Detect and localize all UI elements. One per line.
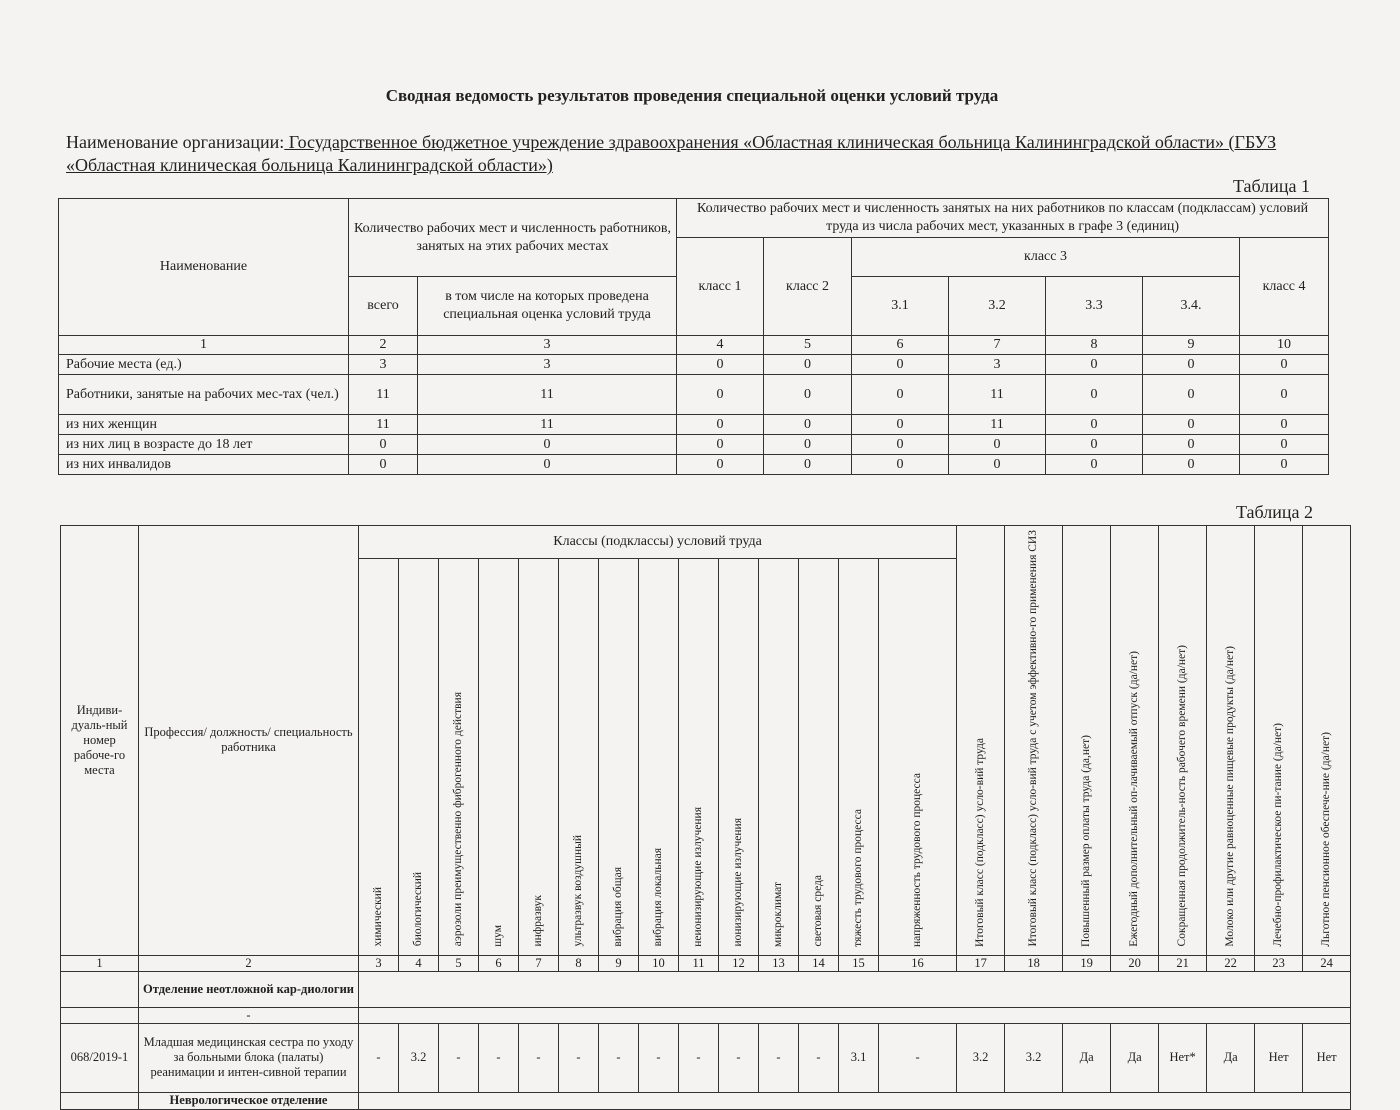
col-number: 14 <box>799 955 839 971</box>
cell-value: - <box>759 1023 799 1092</box>
col-number: 11 <box>679 955 719 971</box>
col-number: 1 <box>59 336 349 355</box>
cell-value: 0 <box>1046 375 1143 415</box>
row-label: из них лиц в возрасте до 18 лет <box>59 435 349 455</box>
t2-header-result <box>1159 526 1207 956</box>
cell-value: Да <box>1111 1023 1159 1092</box>
t1-header-class4: класс 4 <box>1240 238 1329 336</box>
factor-header <box>759 558 799 955</box>
t1-header-classes-group: Количество рабочих мест и численность занятых на них работников по классам (подклассам) условий труда из числа рабочих мест, указанных в графе 3 (единиц) <box>677 199 1329 238</box>
factor-header <box>719 558 759 955</box>
col-number: 4 <box>677 336 764 355</box>
t2-header-result-label: Ежегодный дополнительный оп-лачиваемый отпуск (да/нет) <box>1128 650 1141 947</box>
col-number: 5 <box>764 336 852 355</box>
t2-header-result-label: Повышенный размер оплаты труда (да,нет) <box>1080 734 1093 947</box>
cell-value: 11 <box>349 415 418 435</box>
col-number: 10 <box>1240 336 1329 355</box>
cell-value: 3 <box>949 355 1046 375</box>
factor-label: неионизирующие излучения <box>692 806 704 947</box>
col-number: 4 <box>399 955 439 971</box>
factor-label: ультразвук воздушный <box>572 835 584 947</box>
col-number: 16 <box>879 955 957 971</box>
col-number: 6 <box>852 336 949 355</box>
cell-value: 0 <box>677 455 764 475</box>
t1-header-class2: класс 2 <box>764 238 852 336</box>
factor-label: ионизирующие излучения <box>732 818 744 947</box>
t2-header-profession: Профессия/ должность/ специальность работника <box>139 526 359 956</box>
t2-header-result <box>1005 526 1063 956</box>
cell-value: 11 <box>418 375 677 415</box>
empty-cell <box>61 1092 139 1109</box>
cell-value: 0 <box>764 375 852 415</box>
t2-header-result <box>1255 526 1303 956</box>
factor-label: биологический <box>412 872 424 947</box>
summary-table <box>58 198 1329 475</box>
t1-row <box>59 415 1329 435</box>
cell-value: 0 <box>852 435 949 455</box>
cell-value: 0 <box>1046 435 1143 455</box>
col-number: 9 <box>599 955 639 971</box>
cell-value: - <box>719 1023 759 1092</box>
cell-value: 0 <box>349 435 418 455</box>
factor-label: шум <box>492 924 504 947</box>
cell-value: 11 <box>949 415 1046 435</box>
t1-header-count-group: Количество рабочих мест и численность работников, занятых на этих рабочих местах <box>349 199 677 277</box>
factor-header <box>799 558 839 955</box>
factor-header <box>639 558 679 955</box>
t2-header-classes-group: Классы (подклассы) условий труда <box>359 526 957 559</box>
factor-label: напряженность трудового процесса <box>911 772 924 947</box>
section-title: Неврологическое отделение <box>139 1092 359 1109</box>
cell-value: Нет* <box>1159 1023 1207 1092</box>
t2-header-result-label: Итоговый класс (подкласс) усло-вий труда с учетом эффективно-го применения СИЗ <box>1027 530 1040 947</box>
row-label: Рабочие места (ед.) <box>59 355 349 375</box>
cell-value: 0 <box>1143 375 1240 415</box>
factor-header <box>879 558 957 955</box>
col-number: 8 <box>1046 336 1143 355</box>
cell-value: - <box>879 1023 957 1092</box>
factor-label: световая среда <box>812 875 824 947</box>
cell-value: - <box>519 1023 559 1092</box>
cell-value: - <box>639 1023 679 1092</box>
empty-cell <box>359 1092 1351 1109</box>
cell-value: 0 <box>1143 355 1240 375</box>
t1-header-sub-3-4: 3.4. <box>1143 277 1240 336</box>
col-number: 10 <box>639 955 679 971</box>
col-number: 8 <box>559 955 599 971</box>
document-title: Сводная ведомость результатов проведения специальной оценки условий труда <box>385 86 999 105</box>
col-number: 2 <box>349 336 418 355</box>
t2-header-result-label: Лечебно-профилактическое пи-тание (да/нет) <box>1272 722 1285 947</box>
t2-header-result <box>1303 526 1351 956</box>
cell-value: 0 <box>764 355 852 375</box>
cell-value: Нет <box>1255 1023 1303 1092</box>
cell-value: 0 <box>764 415 852 435</box>
cell-value: 0 <box>418 455 677 475</box>
col-number: 21 <box>1159 955 1207 971</box>
cell-value: - <box>559 1023 599 1092</box>
factor-header <box>359 558 399 955</box>
cell-value: 0 <box>677 435 764 455</box>
col-number: 2 <box>139 955 359 971</box>
workplace-number: 068/2019-1 <box>61 1023 139 1092</box>
cell-value: 0 <box>1240 375 1329 415</box>
cell-value: 3 <box>349 355 418 375</box>
cell-value: 0 <box>764 435 852 455</box>
factor-header <box>479 558 519 955</box>
empty-cell <box>61 971 139 1007</box>
factor-label: микроклимат <box>772 881 784 947</box>
t2-section-row <box>61 971 1351 1007</box>
cell-value: - <box>439 1023 479 1092</box>
t1-header-sub-3-1: 3.1 <box>852 277 949 336</box>
t1-header-sub-3-3: 3.3 <box>1046 277 1143 336</box>
t1-header-name: Наименование <box>59 199 349 336</box>
t2-col-numbers <box>61 955 1351 971</box>
col-number: 15 <box>839 955 879 971</box>
factor-label: химический <box>372 887 384 947</box>
cell-value: 0 <box>1046 415 1143 435</box>
row-label: из них инвалидов <box>59 455 349 475</box>
cell-value: 11 <box>949 375 1046 415</box>
cell-value: - <box>599 1023 639 1092</box>
cell-value: 0 <box>418 435 677 455</box>
factor-header <box>559 558 599 955</box>
cell-value: 0 <box>949 435 1046 455</box>
t2-header-result-label: Итоговый класс (подкласс) усло-вий труда <box>974 737 987 947</box>
cell-value: 0 <box>1240 435 1329 455</box>
factor-label: вибрация общая <box>612 866 624 947</box>
factor-header <box>519 558 559 955</box>
cell-value: 0 <box>677 415 764 435</box>
col-number: 9 <box>1143 336 1240 355</box>
table1-caption: Таблица 1 <box>1233 176 1310 196</box>
cell-value: - <box>679 1023 719 1092</box>
t2-header-workplace-no: Индиви-дуаль-ный номер рабоче-го места <box>61 526 139 956</box>
cell-value: 0 <box>677 375 764 415</box>
cell-value: 0 <box>1240 415 1329 435</box>
t2-dash-row <box>61 1007 1351 1023</box>
cell-value: 0 <box>1240 455 1329 475</box>
table2-caption: Таблица 2 <box>1236 502 1313 522</box>
factor-header <box>839 558 879 955</box>
cell-value: 0 <box>852 455 949 475</box>
organization-name: Государственное бюджетное учреждение здравоохранения «Областная клиническая больница Калининградской области» (ГБУЗ «Областная клиническая больница Калининградской области») <box>66 132 1277 175</box>
profession-name: Младшая медицинская сестра по уходу за больными блока (палаты) реанимации и интен-сивной терапии <box>139 1023 359 1092</box>
col-number: 3 <box>359 955 399 971</box>
col-number: 18 <box>1005 955 1063 971</box>
t1-row <box>59 355 1329 375</box>
col-number: 24 <box>1303 955 1351 971</box>
col-number: 19 <box>1063 955 1111 971</box>
cell-value: 3.2 <box>957 1023 1005 1092</box>
cell-value: 0 <box>1143 415 1240 435</box>
cell-value: - <box>799 1023 839 1092</box>
col-number: 22 <box>1207 955 1255 971</box>
empty-cell <box>359 1007 1351 1023</box>
t1-header-assessed: в том числе на которых проведена специальная оценка условий труда <box>418 277 677 336</box>
cell-value: 11 <box>349 375 418 415</box>
section-title: Отделение неотложной кар-диологии <box>139 971 359 1007</box>
factor-header <box>399 558 439 955</box>
organization-label: Наименование организации: <box>66 132 285 152</box>
cell-value: 0 <box>1143 435 1240 455</box>
cell-value: 11 <box>418 415 677 435</box>
t2-data-row <box>61 1023 1351 1092</box>
workplace-table <box>60 525 1351 1110</box>
row-label: Работники, занятые на рабочих мес-тах (чел.) <box>59 375 349 415</box>
cell-value: 3.1 <box>839 1023 879 1092</box>
t2-header-result <box>1207 526 1255 956</box>
cell-value: Да <box>1207 1023 1255 1092</box>
cell-value: 0 <box>852 375 949 415</box>
col-number: 1 <box>61 955 139 971</box>
col-number: 7 <box>949 336 1046 355</box>
cell-value: 0 <box>677 355 764 375</box>
factor-header <box>679 558 719 955</box>
cell-value: 0 <box>1046 355 1143 375</box>
t1-row <box>59 435 1329 455</box>
cell-value: 0 <box>1143 455 1240 475</box>
factor-label: тяжесть трудового процесса <box>852 808 864 947</box>
t1-row <box>59 455 1329 475</box>
factor-label: аэрозоли преимущественно фиброгенного действия <box>452 692 464 947</box>
empty-cell <box>61 1007 139 1023</box>
empty-cell <box>359 971 1351 1007</box>
col-number: 7 <box>519 955 559 971</box>
col-number: 12 <box>719 955 759 971</box>
cell-value: 0 <box>852 415 949 435</box>
t2-header-result-label: Молоко или другие равноценные пищевые продукты (да/нет) <box>1224 645 1237 947</box>
t1-header-class1: класс 1 <box>677 238 764 336</box>
row-label: из них женщин <box>59 415 349 435</box>
cell-value: Нет <box>1303 1023 1351 1092</box>
col-number: 20 <box>1111 955 1159 971</box>
cell-value: 0 <box>949 455 1046 475</box>
t1-header-sub-3-2: 3.2 <box>949 277 1046 336</box>
cell-value: 0 <box>1240 355 1329 375</box>
cell-value: 0 <box>764 455 852 475</box>
factor-label: инфразвук <box>532 895 544 947</box>
factor-header <box>599 558 639 955</box>
t2-header-result-label: Льготное пенсионное обеспече-ние (да/нет) <box>1320 731 1333 947</box>
cell-value: 0 <box>852 355 949 375</box>
t2-section-row <box>61 1092 1351 1109</box>
col-number: 3 <box>418 336 677 355</box>
t2-header-result <box>1111 526 1159 956</box>
cell-value: Да <box>1063 1023 1111 1092</box>
col-number: 17 <box>957 955 1005 971</box>
col-number: 5 <box>439 955 479 971</box>
cell-value: 0 <box>1046 455 1143 475</box>
t1-header-total: всего <box>349 277 418 336</box>
organization-line <box>66 131 1316 177</box>
t1-col-numbers <box>59 336 1329 355</box>
t1-header-class3: класс 3 <box>852 238 1240 277</box>
dash-cell: - <box>139 1007 359 1023</box>
cell-value: 0 <box>349 455 418 475</box>
cell-value: 3 <box>418 355 677 375</box>
t2-header-result <box>1063 526 1111 956</box>
factor-header <box>439 558 479 955</box>
factor-label: вибрация локальная <box>652 848 664 947</box>
t2-header-result-label: Сокращенная продолжитель-ность рабочего времени (да/нет) <box>1176 645 1189 947</box>
cell-value: - <box>359 1023 399 1092</box>
cell-value: 3.2 <box>1005 1023 1063 1092</box>
cell-value: - <box>479 1023 519 1092</box>
col-number: 13 <box>759 955 799 971</box>
col-number: 23 <box>1255 955 1303 971</box>
cell-value: 3.2 <box>399 1023 439 1092</box>
t2-header-result <box>957 526 1005 956</box>
col-number: 6 <box>479 955 519 971</box>
t1-row <box>59 375 1329 415</box>
